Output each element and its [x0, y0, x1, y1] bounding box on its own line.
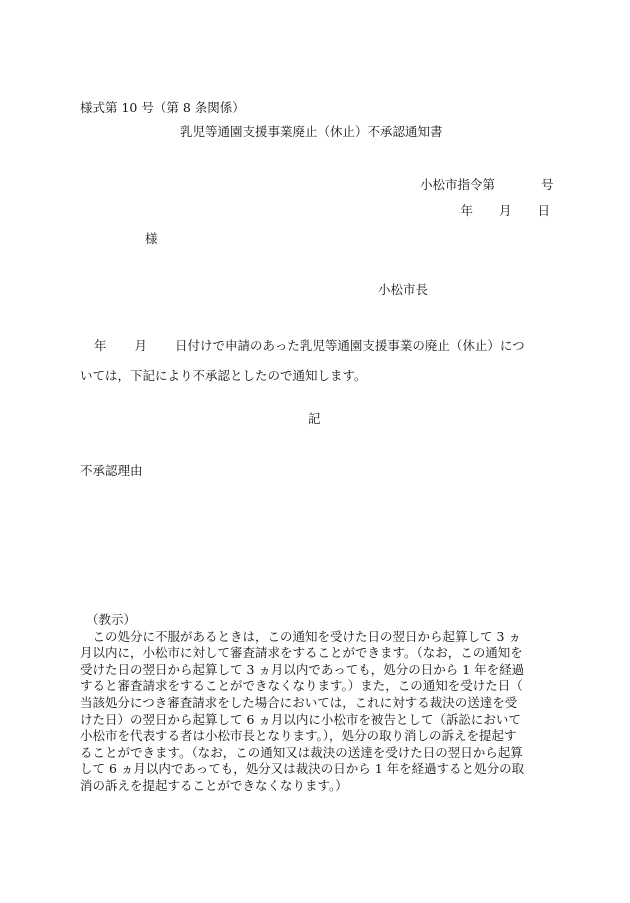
- date-day-label: 日: [537, 203, 550, 218]
- notice-line: して 6 ヵ月以内であっても，処分又は裁決の日から 1 年を経過すると処分の取: [80, 761, 525, 777]
- body-line-1: [80, 331, 552, 361]
- issuer: 小松市長: [378, 282, 429, 297]
- date-year-label: 年: [460, 203, 473, 218]
- form-number: 様式第 10 号（第 8 条関係）: [80, 100, 245, 115]
- notice-line: 受けた日の翌日から起算して 3 ヵ月以内であっても，処分の日から 1 年を経過: [80, 661, 525, 677]
- body-line-2: いては，下記により不承認としたので通知します。: [80, 368, 367, 383]
- notice-line: けた日）の翌日から起算して 6 ヵ月以内に小松市を被告として（訴訟において: [80, 711, 521, 727]
- notice-line: 当該処分につき審査請求をした場合においては，これに対する裁決の送達を受: [80, 694, 518, 710]
- notice-line: 小松市を代表する者は小松市長となります。），処分の取り消しの訴えを提起す: [80, 728, 517, 744]
- appeal-notice: [80, 612, 552, 795]
- body-text: [80, 331, 552, 391]
- notice-heading: （教示）: [86, 612, 137, 627]
- notice-line: 月以内に，小松市に対して審査請求をすることができます。（なお，この通知を: [80, 645, 523, 661]
- body-line-1-text: 日付けで申請のあった乳児等通園支援事業の廃止（休止）につ: [175, 338, 525, 353]
- ki-heading: 記: [308, 411, 321, 426]
- notice-line: ることができます。（なお，この通知又は裁決の送達を受けた日の翌日から起算: [80, 744, 523, 760]
- document-title: 乳児等通園支援事業廃止（休止）不承認通知書: [180, 124, 443, 139]
- notice-line: この処分に不服があるときは，この通知を受けた日の翌日から起算して 3 ヵ: [80, 628, 521, 644]
- reference-suffix: 号: [541, 177, 554, 192]
- issue-date: [460, 205, 550, 218]
- notice-line: 消の訴えを提起することができなくなります。）: [80, 777, 348, 793]
- notice-line: すると審査請求をすることができなくなります。）また，この通知を受けた日（: [80, 678, 523, 694]
- addressee: 様: [145, 231, 158, 246]
- reason-label: 不承認理由: [80, 463, 143, 478]
- reference-prefix: 小松市指令第: [420, 177, 496, 192]
- date-month-label: 月: [498, 203, 512, 218]
- reference-number: [420, 179, 554, 192]
- body-year-label: 年: [94, 338, 107, 353]
- body-month-label: 月: [134, 338, 148, 353]
